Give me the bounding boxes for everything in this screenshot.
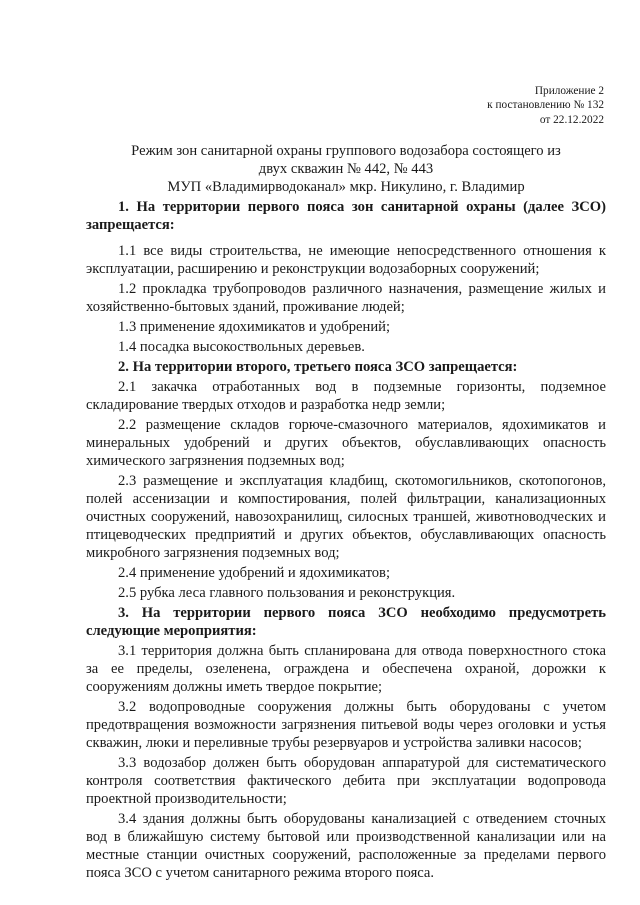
section-2-item-1: 2.1 закачка отработанных вод в подземные горизонты, подземное складирование твердых отходов и разработка недр земли; [86,379,606,414]
section-2-item-5: 2.5 рубка леса главного пользования и реконструкция. [118,585,456,602]
title-line-1: Режим зон санитарной охраны группового водозабора состоящего из [131,143,561,160]
section-3 [86,604,606,882]
section-1-item-1: 1.1 все виды строительства, не имеющие непосредственного отношения к эксплуатации, расширению и реконструкции водозаборных сооружений; [86,243,606,278]
section-2-item-2: 2.2 размещение складов горюче-смазочного материалов, ядохимикатов и минеральных удобрений и других объектов, обуславливающих опасность химического загрязнения подземных вод; [86,417,606,470]
title-line-2: двух скважин № 442, № 443 [258,161,434,178]
resolution-date: от 22.12.2022 [539,113,604,126]
section-3-item-3: 3.3 водозабор должен быть оборудован аппаратурой для систематического контроля соответствия фактического дебита при эксплуатации водопровода проектной производительности; [86,755,606,808]
section-1-item-2: 1.2 прокладка трубопроводов различного назначения, размещение жилых и хозяйственно-бытовых зданий, проживание людей; [86,281,606,316]
section-2-heading: 2. На территории второго, третьего пояса ЗСО запрещается: [118,359,518,376]
section-2-item-4: 2.4 применение удобрений и ядохимикатов; [118,565,391,582]
appendix-number: Приложение 2 [534,85,604,97]
section-1-item-3: 1.3 применение ядохимикатов и удобрений; [118,319,391,336]
section-2 [86,358,606,602]
section-1-item-4: 1.4 посадка высокоствольных деревьев. [118,339,365,356]
document-title [86,142,606,196]
section-3-item-1: 3.1 территория должна быть спланирована для отвода поверхностного стока за ее пределы, озеленена, ограждена и обеспечена охраной, дорожки к сооружениям должны иметь твердое покрытие; [86,643,606,696]
section-1-heading: 1. На территории первого пояса зон санитарной охраны (далее ЗСО) запрещается: [86,199,606,234]
section-3-item-2: 3.2 водопроводные сооружения должны быть оборудованы с учетом предотвращения возможности загрязнения питьевой воды через оголовки и устья скважин, люки и переливные трубы резервуаров и устройства заливки насосов; [86,699,606,752]
section-1 [86,198,606,356]
section-3-heading: 3. На территории первого пояса ЗСО необходимо предусмотреть следующие мероприятия: [86,605,606,640]
section-2-item-3: 2.3 размещение и эксплуатация кладбищ, скотомогильников, скотопогонов, полей ассенизации и компостирования, полей фильтрации, канализационных очистных сооружений, навозохранилищ, силосных траншей, животноводческих и птицеводческих предприятий и других объектов, обуславливающих опасность микробного загрязнения подземных вод; [86,473,606,562]
section-3-item-4: 3.4 здания должны быть оборудованы канализацией с отведением сточных вод в ближайшую систему бытовой или производственной канализации или на местные станции очистных сооружений, расположенные за пределами первого пояса ЗСО с учетом санитарного режима второго пояса. [86,811,606,882]
title-line-3: МУП «Владимирводоканал» мкр. Никулино, г. Владимир [167,179,525,196]
appendix-header [86,84,604,127]
resolution-reference: к постановлению № 132 [487,99,604,112]
